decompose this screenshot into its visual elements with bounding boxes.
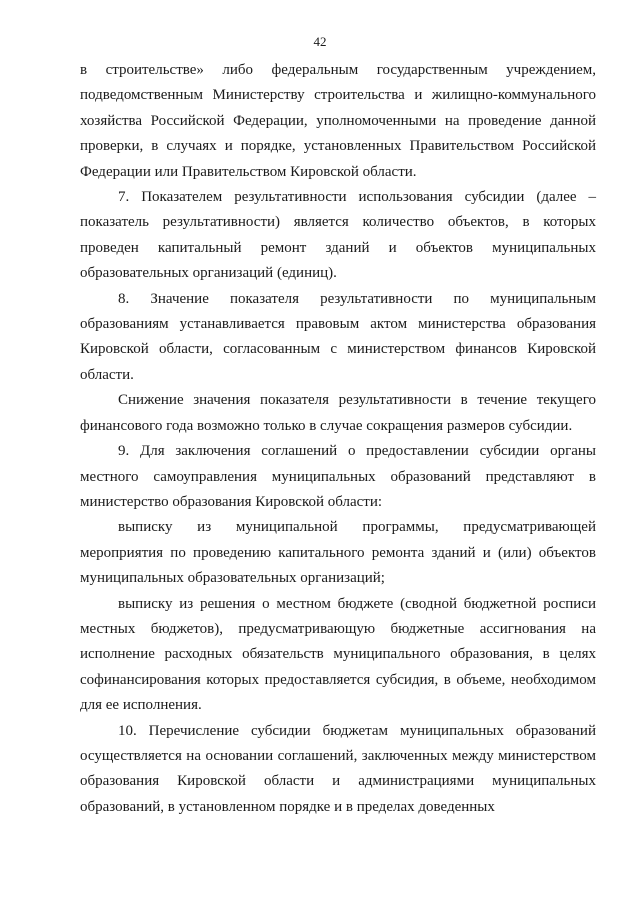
paragraph-item-9: 9. Для заключения соглашений о предоставлении субсидии органы местного самоуправления муниципальных образований представляют в министерство образования Кировской области: <box>80 443 596 510</box>
paragraph-reduction-note: Снижение значения показателя результативности в течение текущего финансового года возможно только в случае сокращения размеров субсидии. <box>80 392 596 434</box>
paragraph-item-10: 10. Перечисление субсидии бюджетам муниципальных образований осуществляется на основании соглашений, заключенных между министерством образования Кировской области и администрациями муниципальных образований, в установленном порядке и в пределах доведенных <box>80 722 596 815</box>
paragraph-budget-extract: выписку из решения о местном бюджете (сводной бюджетной росписи местных бюджетов), предусматривающую бюджетные ассигнования на исполнение расходных обязательств муниципального образования, в целях софинансирования которых предоставляется субсидия, в объеме, необходимом для ее исполнения. <box>80 595 596 714</box>
document-body <box>80 58 596 820</box>
paragraph-item-7: 7. Показателем результативности использования субсидии (далее – показатель результативности) является количество объектов, в которых проведен капитальный ремонт зданий и объектов муниципальных образовательных организаций (единиц). <box>80 189 596 282</box>
paragraph-program-extract: выписку из муниципальной программы, предусматривающей мероприятия по проведению капитального ремонта зданий и (или) объектов муниципальных образовательных организаций; <box>80 519 596 587</box>
paragraph-continuation: в строительстве» либо федеральным государственным учреждением, подведомственным Министерству строительства и жилищно-коммунального хозяйства Российской Федерации, уполномоченными на проведение данной проверки, в случаях и порядке, установленных Правительством Российской Федерации или Правительством Кировской области. <box>80 62 596 180</box>
paragraph-item-8: 8. Значение показателя результативности по муниципальным образованиям устанавливается правовым актом министерства образования Кировской области, согласованным с министерством финансов Кировской области. <box>80 290 596 383</box>
page-number: 42 <box>313 34 327 49</box>
